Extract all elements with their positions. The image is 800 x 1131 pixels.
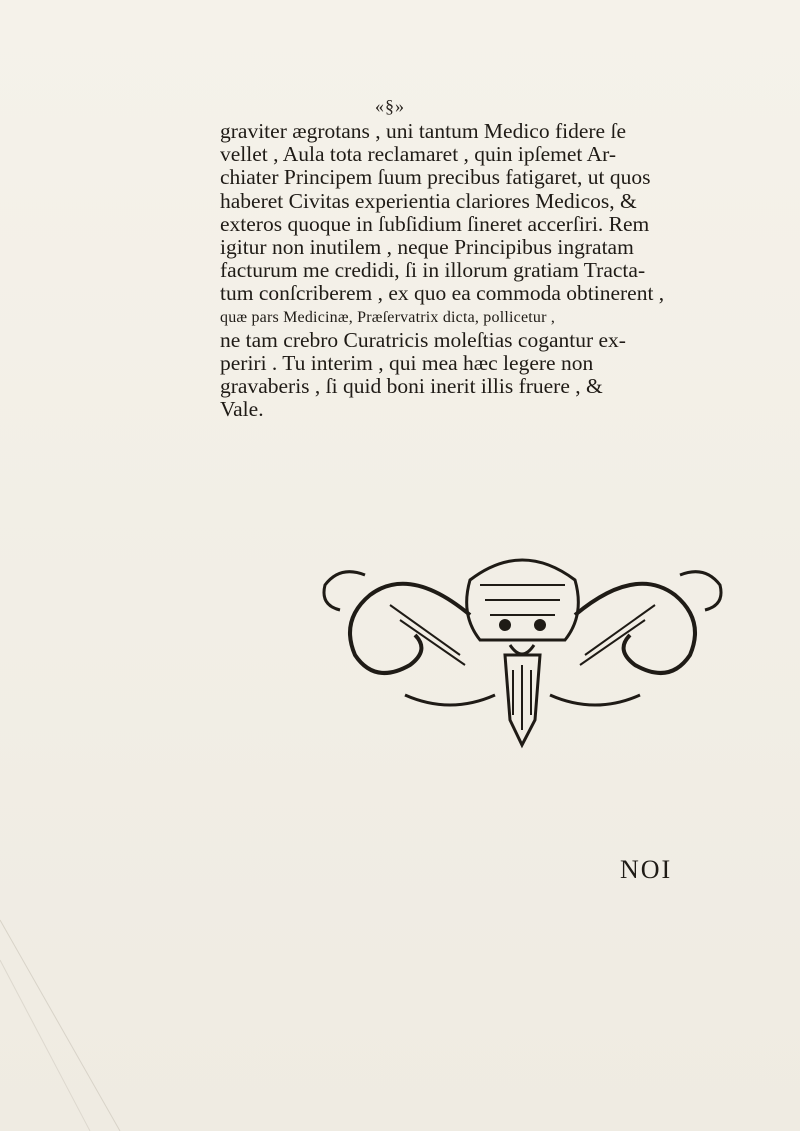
body-text [220,119,665,422]
text-line: exteros quoque in ſubſidium ſineret accerſiri. Rem [220,211,650,236]
text-line: tum conſcriberem , ex quo ea commoda obtinerent , [220,281,665,306]
text-line: periri . Tu interim , qui mea hæc legere non [220,350,594,375]
text-line: ne tam crebro Curatricis moleſtias cogantur ex- [220,327,626,352]
text-line: quæ pars Medicinæ, Præſervatrix dicta, pollicetur , [220,308,556,326]
text-line: chiater Principem ſuum precibus fatigaret, ut quos [220,165,651,190]
fleuron-ornament [320,545,725,750]
header-ornament: «§» [375,96,405,116]
text-line: graviter ægrotans , uni tantum Medico fidere ſe [220,119,626,143]
text-line: haberet Civitas experientia clariores Medicos, & [220,188,637,213]
text-line: gravaberis , ſi quid boni inerit illis fruere , & [220,374,603,399]
text-line: facturum me credidi, ſi in illorum gratiam Tracta- [220,258,646,283]
text-line: Vale. [220,397,264,422]
text-line: igitur non inutilem , neque Principibus ingratam [220,234,634,259]
text-line: vellet , Aula tota reclamaret , quin ipſemet Ar- [220,142,616,167]
paper-fold-marks [0,900,200,1131]
catchword: NOI [620,855,673,884]
